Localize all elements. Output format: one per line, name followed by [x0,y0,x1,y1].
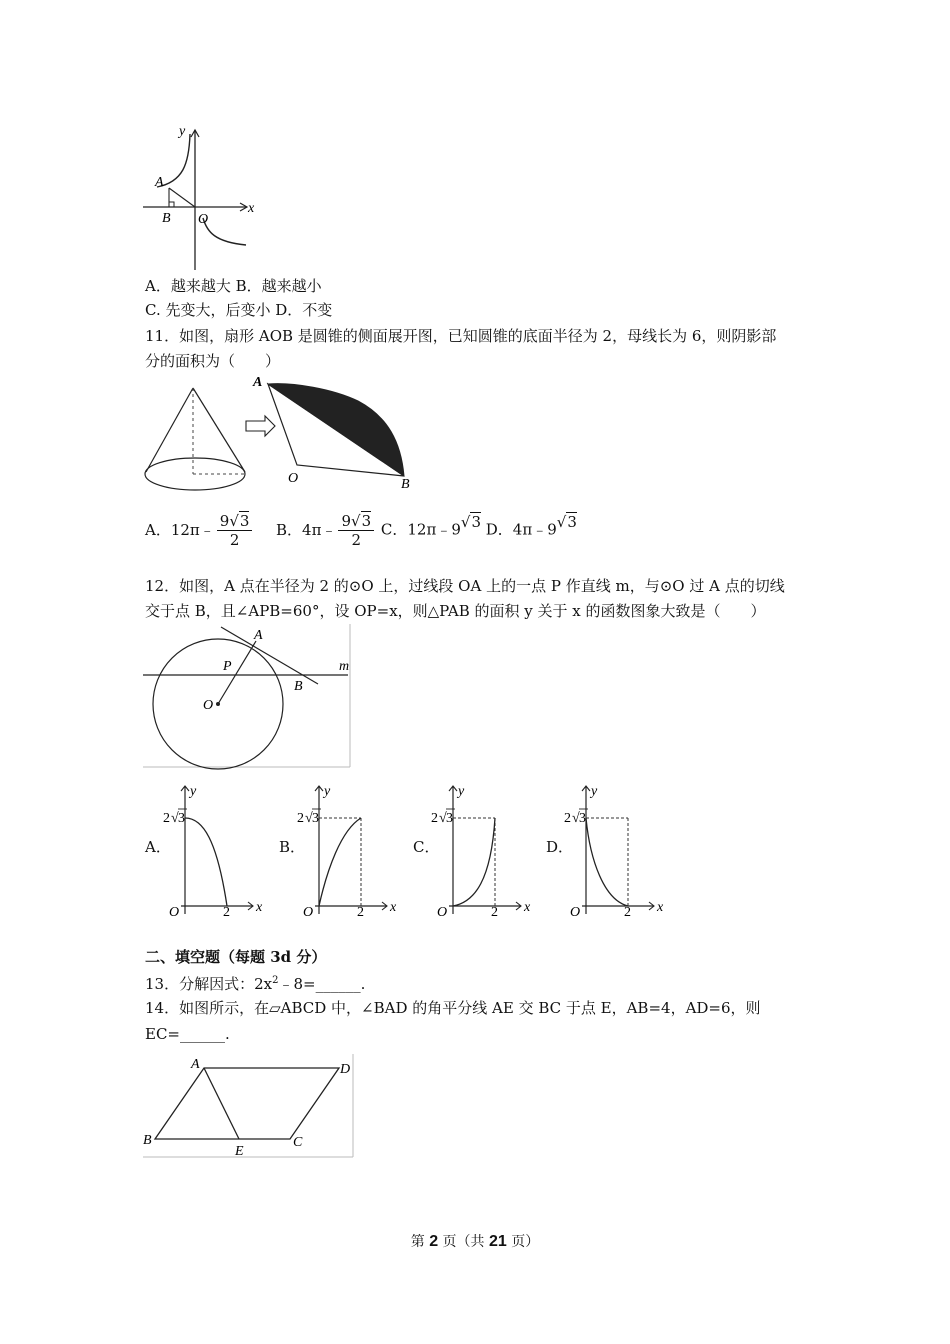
q12-graph-c [433,780,551,920]
y-tick-rad: 3 [446,811,453,826]
y-tick-pre: 2 [163,811,170,826]
q11-label-A: A [253,375,263,390]
label-x: x [524,900,531,915]
y-tick-rad: 3 [579,811,586,826]
q14-question-line1: 14．如图所示，在▱ABCD 中，∠BAD 的角平分线 AE 交 BC 于点 E，AB=4，AD=6，则 [145,999,761,1017]
section-2-title: 二、填空题（每题 3d 分） [145,948,327,966]
y-tick-pre: 2 [564,811,571,826]
q12-option-b-label[interactable]: B． [279,838,306,856]
q11-option-d[interactable]: D．4π﹣9√3 [485,512,577,539]
q12-label-O: O [203,698,214,713]
q14-question-line2: EC=______. [145,1025,230,1043]
q12-label-m: m [339,659,350,674]
function-curve [586,818,628,906]
q12-circle-figure [143,624,353,768]
y-tick-radical: √ [572,811,580,826]
q12-graph-b [299,780,417,920]
q12-label-B: B [294,679,303,694]
label-origin: O [303,905,314,920]
q10-label-A: A [155,175,164,190]
q12-label-A: A [254,628,263,643]
q14-label-A: A [191,1057,200,1072]
label-y: y [324,784,331,799]
y-tick-rad: 3 [312,811,319,826]
q14-label-E: E [235,1144,244,1159]
page-footer: 第 2 页（共 21 页） [410,1233,540,1250]
q10-label-y: y [179,124,186,139]
x-tick-2: 2 [223,905,230,920]
q14-label-B: B [143,1133,152,1148]
q11-option-c[interactable]: C．12π﹣9√3 [380,512,481,539]
y-tick-pre: 2 [431,811,438,826]
q14-label-C: C [293,1135,303,1150]
q12-question-line2: 交于点 B，且∠APB=60°，设 OP=x，则△PAB 的面积 y 关于 x 的函数图象大致是（ ） [145,602,766,620]
label-y: y [591,784,598,799]
page-number: 2 [429,1233,439,1250]
q10-options-line2: C. 先变大，后变小 D．不变 [145,301,333,319]
label-origin: O [570,905,581,920]
label-y: y [458,784,465,799]
label-x: x [256,900,263,915]
x-tick-2: 2 [624,905,631,920]
q10-label-B: B [162,211,171,226]
label-y: y [190,784,197,799]
x-tick-2: 2 [357,905,364,920]
y-tick-radical: √ [171,811,179,826]
q10-label-x: x [248,201,255,216]
q12-graph-a [165,780,283,920]
q11-options [145,512,577,549]
q11-question-line2: 分的面积为（ ） [145,352,281,370]
q11-option-b[interactable]: B．4π﹣ $\frac{9√3}{2}$ [276,521,381,539]
q10-hyperbola-branch-right [203,218,246,245]
q14-segment-AE [204,1068,239,1139]
function-curve [319,818,361,906]
q11-cone-sector-figure [143,372,423,496]
q12-option-a-label[interactable]: A． [145,838,171,856]
q14-parallelogram-figure [143,1054,355,1160]
y-tick-rad: 3 [178,811,185,826]
y-tick-pre: 2 [297,811,304,826]
y-tick-radical: √ [439,811,447,826]
q10-options-line1: A．越来越大 B．越来越小 [145,277,322,295]
x-tick-2: 2 [491,905,498,920]
q14-parallelogram [155,1068,339,1139]
q12-option-c-label[interactable]: C． [413,838,440,856]
page-total: 21 [489,1233,507,1250]
q10-hyperbola-figure [143,124,258,272]
q12-label-P: P [223,659,232,674]
q12-question-line1: 12．如图，A 点在半径为 2 的⊙O 上，过线段 OA 上的一点 P 作直线 m，与⊙O 过 A 点的切线 [145,577,785,595]
q11-option-a[interactable]: A．12π﹣ $\frac{9√3}{2}$ [145,521,259,539]
label-origin: O [169,905,180,920]
q10-label-O: O [198,212,209,227]
q14-label-D: D [340,1062,351,1077]
q11-question-line1: 11．如图，扇形 AOB 是圆锥的侧面展开图，已知圆锥的底面半径为 2，母线长为 6，则阴影部 [145,327,777,345]
y-tick-radical: √ [305,811,313,826]
q11-arrow-icon [246,416,275,436]
function-curve [453,818,495,906]
label-x: x [390,900,397,915]
q13-question: 13．分解因式：$2x^2﹣8=\_\_\_\_\_\_$. [145,975,366,993]
label-x: x [657,900,664,915]
q11-label-B: B [401,477,410,492]
label-origin: O [437,905,448,920]
function-curve [185,818,227,906]
q12-option-d-label[interactable]: D． [546,838,574,856]
q11-label-O: O [288,471,299,486]
q12-graph-d [566,780,684,920]
